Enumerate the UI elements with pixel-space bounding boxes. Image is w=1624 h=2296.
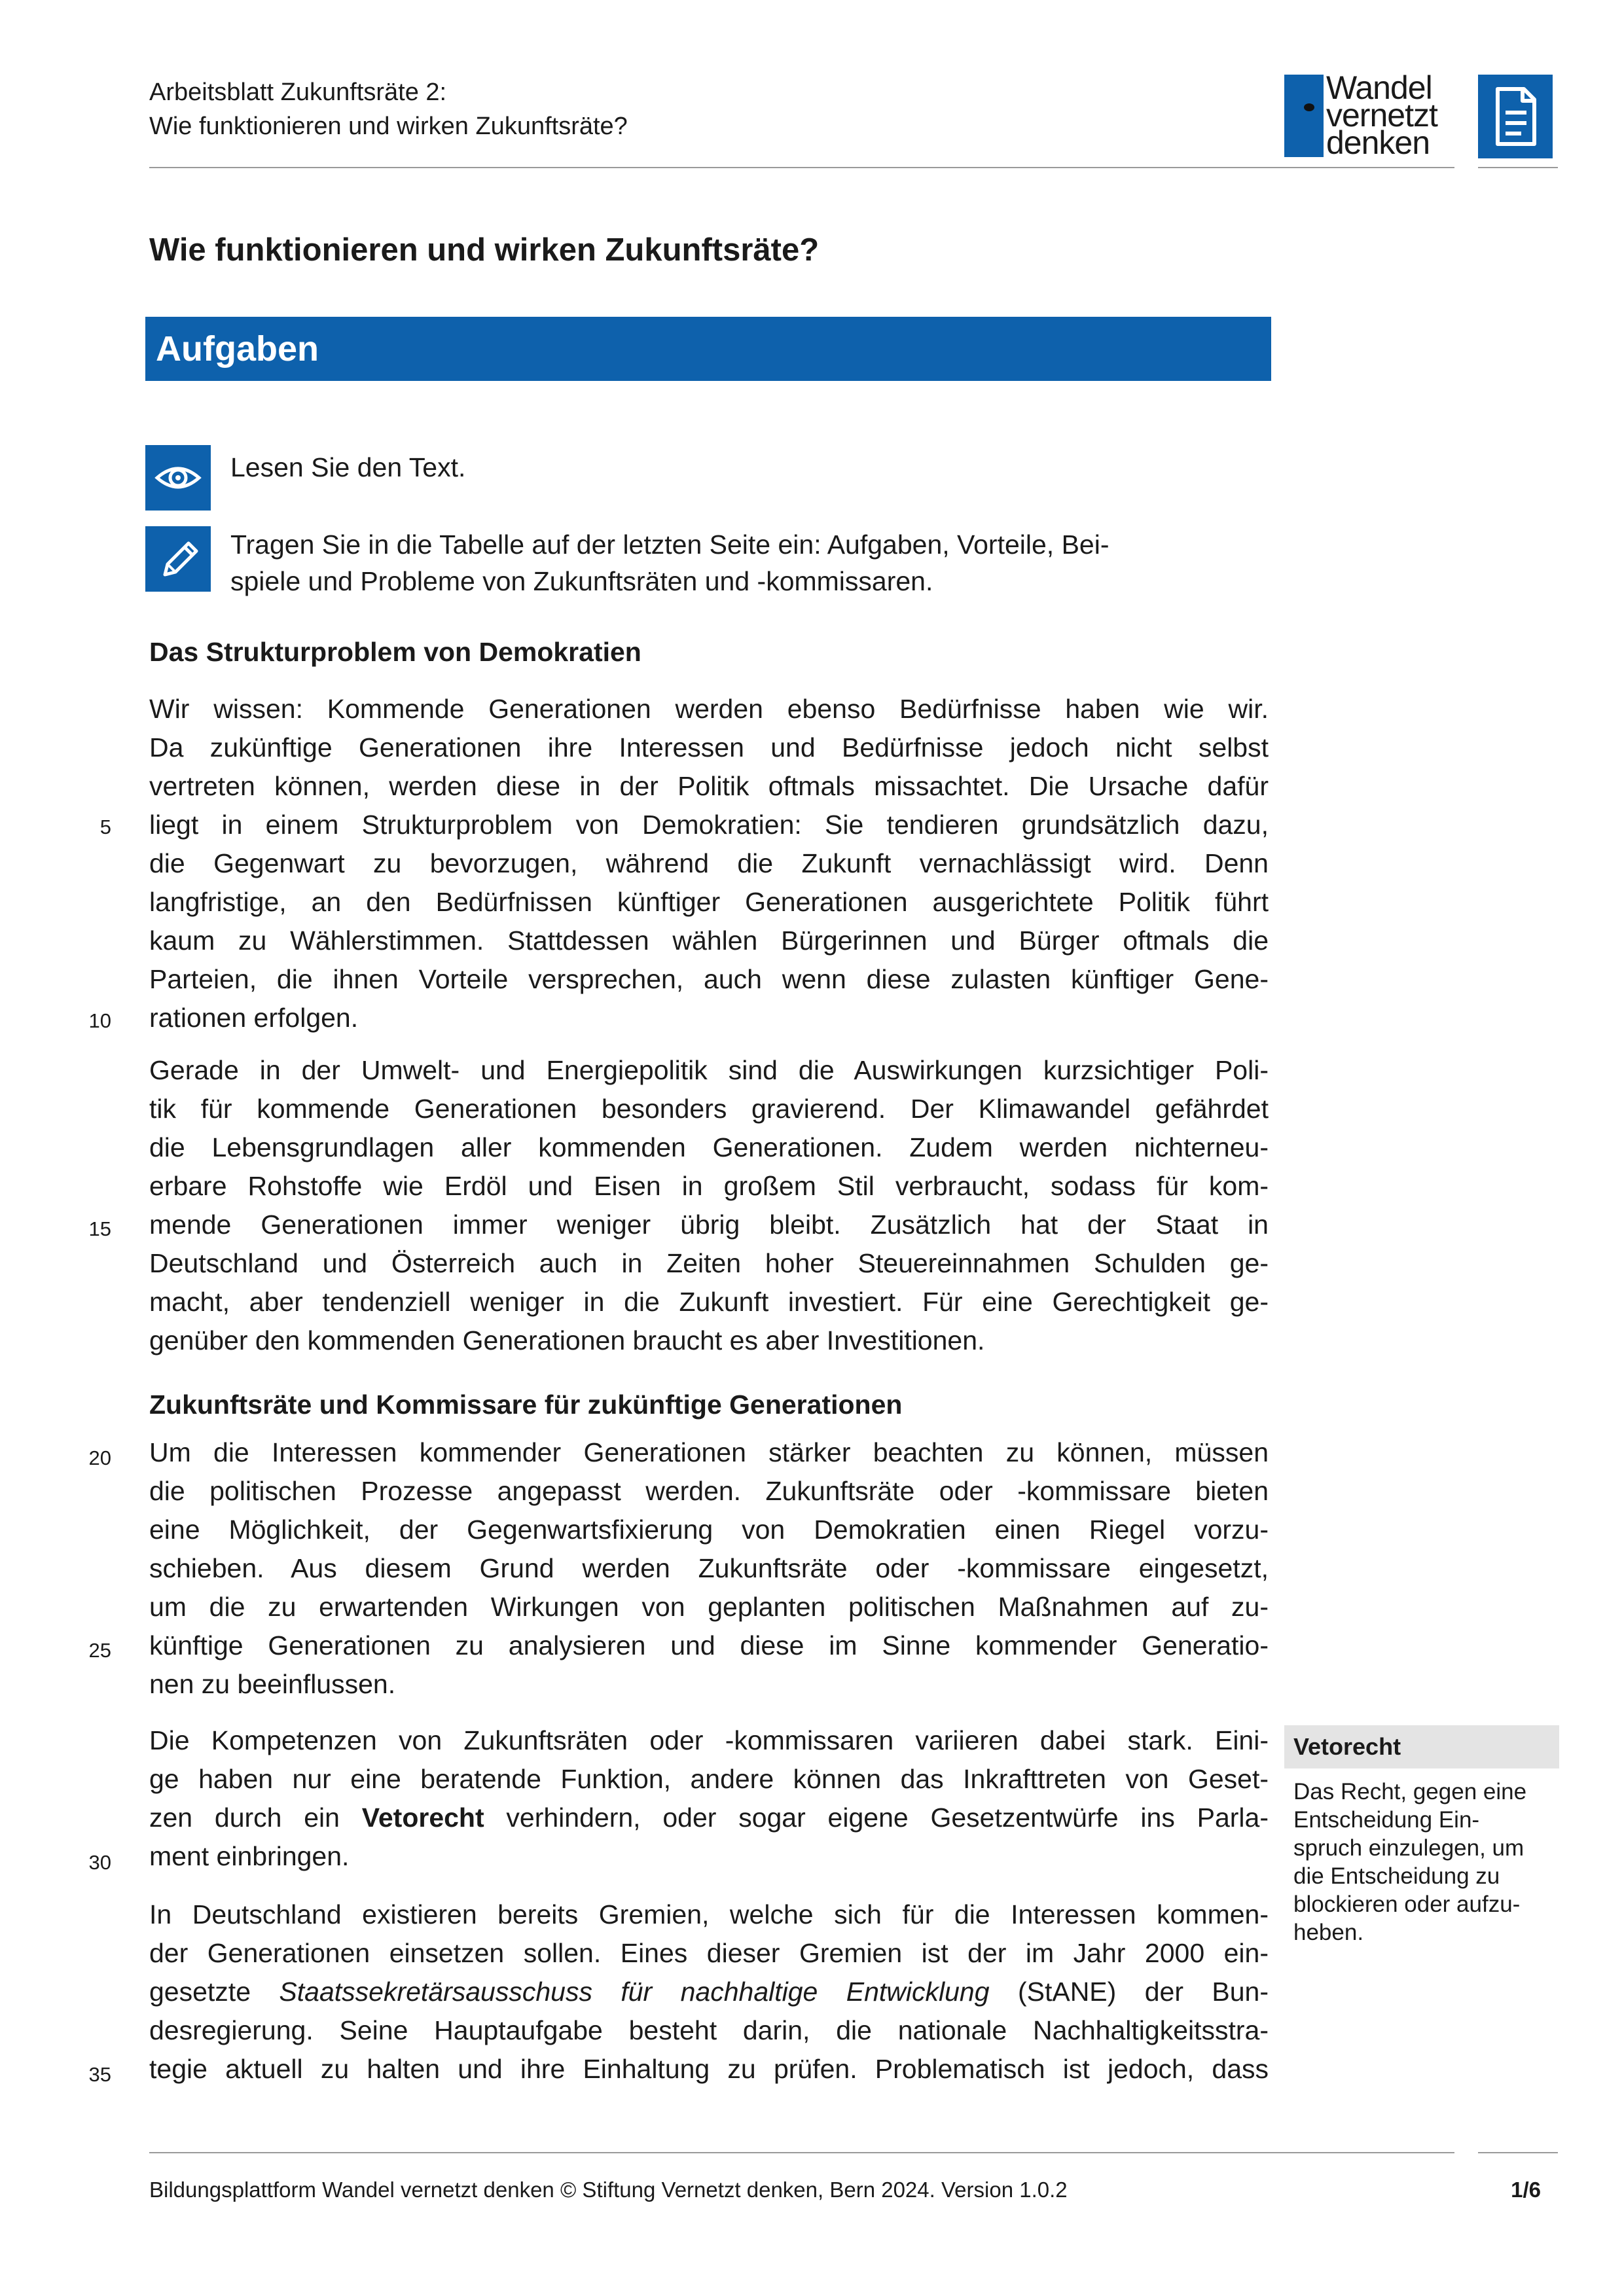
glossary-line: die Entscheidung zu <box>1293 1863 1500 1889</box>
eye-icon <box>145 445 211 511</box>
footer-rule <box>149 2152 1454 2153</box>
footer-rule-short <box>1478 2152 1558 2153</box>
task-write <box>145 526 211 592</box>
text-line: künftige Generationen zu analysieren und diese im Sinne kommender Generatio- <box>149 1630 1269 1660</box>
text-line: die Gegenwart zu bevorzugen, während die Zukunft vernachlässigt wird. Denn <box>149 848 1269 878</box>
text-line: gesetzte Staatssekretärsausschuss für nachhaltige Entwicklung (StANE) der Bun- <box>149 1977 1269 2007</box>
header-rule-short <box>1478 167 1558 168</box>
text-line: Parteien, die ihnen Vorteile versprechen, auch wenn diese zulasten künftiger Gene- <box>149 964 1269 994</box>
paragraph-3 <box>149 1433 1269 1704</box>
pencil-icon <box>145 526 211 592</box>
text-line: genüber den kommenden Generationen braucht es aber Investitionen. <box>149 1325 985 1355</box>
text-line: schieben. Aus diesem Grund werden Zukunftsräte oder -kommissare eingesetzt, <box>149 1553 1269 1583</box>
paragraph-1 <box>149 690 1269 1037</box>
logo-mark <box>1284 75 1324 157</box>
worksheet-subtitle: Wie funktionieren und wirken Zukunftsräte? <box>149 113 628 140</box>
paragraph-2 <box>149 1051 1269 1360</box>
text-line: liegt in einem Strukturproblem von Demokratien: Sie tendieren grundsätzlich dazu, <box>149 810 1269 840</box>
text-line: Die Kompetenzen von Zukunftsräten oder -kommissaren variieren dabei stark. Eini- <box>149 1725 1269 1755</box>
text-line: Wir wissen: Kommende Generationen werden ebenso Bedürfnisse haben wie wir. <box>149 694 1269 724</box>
line-number-25: 25 <box>88 1639 111 1662</box>
glossary-term-link: Vetorecht <box>361 1803 484 1833</box>
section-banner: Aufgaben <box>145 317 1271 381</box>
line-number-5: 5 <box>99 816 111 838</box>
text-line: langfristige, an den Bedürfnissen künftiger Generationen ausgerichtete Politik führt <box>149 887 1269 917</box>
glossary-line: blockieren oder aufzu- <box>1293 1892 1521 1917</box>
line-number-10: 10 <box>88 1009 111 1032</box>
worksheet-label: Arbeitsblatt Zukunftsräte 2: <box>149 79 447 106</box>
text-line: mende Generationen immer weniger übrig bleibt. Zusätzlich hat der Staat in <box>149 1210 1269 1240</box>
text-line: vertreten können, werden diese in der Politik oftmals missachtet. Die Ursache dafür <box>149 771 1269 801</box>
glossary-term: Vetorecht <box>1284 1725 1559 1768</box>
document-icon <box>1478 75 1553 158</box>
text-line: zen durch ein Vetorecht verhindern, oder sogar eigene Gesetzentwürfe ins Parla- <box>149 1803 1269 1833</box>
text-line: Da zukünftige Generationen ihre Interessen und Bedürfnisse jedoch nicht selbst <box>149 732 1269 762</box>
text-line: um die zu erwartenden Wirkungen von geplanten politischen Maßnahmen auf zu- <box>149 1592 1269 1622</box>
eye-dot-icon <box>1304 103 1314 111</box>
header-rule <box>149 167 1454 168</box>
task-read-text: Lesen Sie den Text. <box>230 452 466 482</box>
text-line: macht, aber tendenziell weniger in die Zukunft investiert. Für eine Gerechtigkeit ge- <box>149 1287 1269 1317</box>
text-line: Um die Interessen kommender Generationen stärker beachten zu können, müssen <box>149 1437 1269 1467</box>
text-line: rationen erfolgen. <box>149 1003 359 1033</box>
text-line: In Deutschland existieren bereits Gremien, welche sich für die Interessen kommen- <box>149 1899 1269 1929</box>
text-line: eine Möglichkeit, der Gegenwartsfixierung von Demokratien einen Riegel vorzu- <box>149 1515 1269 1545</box>
text-line: nen zu beeinflussen. <box>149 1669 396 1699</box>
task-read <box>145 445 211 511</box>
line-number-30: 30 <box>88 1851 111 1874</box>
text-line: Deutschland und Österreich auch in Zeiten hoher Steuereinnahmen Schulden ge- <box>149 1248 1269 1278</box>
task-write-line-2: spiele und Probleme von Zukunftsräten und -kommissaren. <box>230 566 933 596</box>
footer-text: Bildungsplattform Wandel vernetzt denken © Stiftung Vernetzt denken, Bern 2024. Version 1.0.2 <box>149 2178 1068 2202</box>
text-line: erbare Rohstoffe wie Erdöl und Eisen in großem Stil verbraucht, sodass für kom- <box>149 1171 1269 1201</box>
line-number-35: 35 <box>88 2063 111 2086</box>
text-line: die Lebensgrundlagen aller kommenden Generationen. Zudem werden nichterneu- <box>149 1132 1269 1162</box>
glossary-line: spruch einzulegen, um <box>1293 1835 1525 1861</box>
line-number-15: 15 <box>88 1217 111 1240</box>
text-line: ge haben nur eine beratende Funktion, andere können das Inkrafttreten von Geset- <box>149 1764 1269 1794</box>
logo-word-3: denken <box>1326 124 1430 161</box>
glossary-line: heben. <box>1293 1920 1364 1945</box>
section-heading-2: Zukunftsräte und Kommissare für zukünftige Generationen <box>149 1390 903 1420</box>
text-line: tegie aktuell zu halten und ihre Einhaltung zu prüfen. Problematisch ist jedoch, dass <box>149 2054 1269 2084</box>
text-line: tik für kommende Generationen besonders gravierend. Der Klimawandel gefährdet <box>149 1094 1269 1124</box>
brand-logo <box>1284 69 1461 161</box>
text-line: ment einbringen. <box>149 1841 350 1871</box>
glossary-line: Entscheidung Ein- <box>1293 1807 1480 1833</box>
text-line: kaum zu Wählerstimmen. Stattdessen wählen Bürgerinnen und Bürger oftmals die <box>149 925 1269 956</box>
paragraph-4 <box>149 1721 1269 1876</box>
text-line: desregierung. Seine Hauptaufgabe besteht darin, die nationale Nachhaltigkeitsstra- <box>149 2015 1269 2045</box>
glossary-definition <box>1293 1778 1555 1946</box>
glossary-line: Das Recht, gegen eine <box>1293 1779 1527 1804</box>
page-title: Wie funktionieren und wirken Zukunftsräte? <box>149 232 820 268</box>
text-line: Gerade in der Umwelt- und Energiepolitik sind die Auswirkungen kurzsichtiger Poli- <box>149 1055 1269 1085</box>
text-line: der Generationen einsetzen sollen. Eines dieser Gremien ist der im Jahr 2000 ein- <box>149 1938 1269 1968</box>
page-number: 1/6 <box>1511 2178 1541 2202</box>
task-write-line-1: Tragen Sie in die Tabelle auf der letzten Seite ein: Aufgaben, Vorteile, Bei- <box>230 529 1110 560</box>
line-number-20: 20 <box>88 1446 111 1469</box>
task-write-text <box>230 526 1225 600</box>
section-heading-1: Das Strukturproblem von Demokratien <box>149 637 641 667</box>
logo-word-1: Wandel <box>1326 69 1432 106</box>
text-line: die politischen Prozesse angepasst werden. Zukunftsräte oder -kommissare bieten <box>149 1476 1269 1506</box>
logo-word-2: vernetzt <box>1326 97 1437 134</box>
paragraph-5 <box>149 1895 1269 2089</box>
